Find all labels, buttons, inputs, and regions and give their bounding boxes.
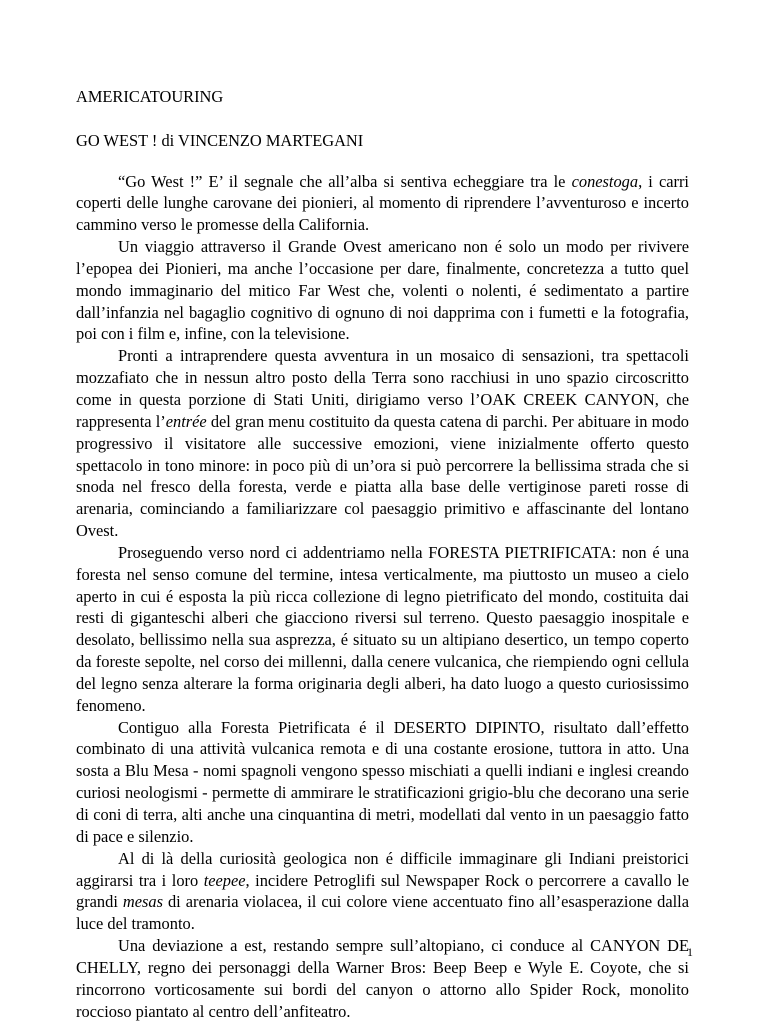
text-run: Pronti a intraprendere questa avventura in un mosaico di sensazioni, tra spettacoli mozzafiato che in nessun altro posto della Terra sono racchiusi in uno spazio circoscritto come in questa porzione di Stati Uniti, dirigiamo verso l’OAK CREEK CANYON, che rappresenta l’ — [76, 346, 689, 431]
body-paragraph — [76, 848, 689, 935]
document-page — [76, 86, 689, 1022]
body-paragraph — [76, 717, 689, 848]
body-paragraph — [76, 935, 689, 1022]
text-run: Una deviazione a est, restando sempre sull’altopiano, ci conduce al CANYON DE CHELLY, regno dei personaggi della Warner Bros: Beep Beep e Wyle E. Coyote, che si rincorrono vorticosamente sui bordi del canyon o attorno allo Spider Rock, monolito roccioso piantato al centro dell’anfiteatro. — [76, 936, 689, 1021]
body-paragraph — [76, 542, 689, 717]
section-heading: AMERICATOURING — [76, 87, 224, 106]
body-paragraph — [76, 345, 689, 542]
text-run: Un viaggio attraverso il Grande Ovest americano non é solo un modo per rivivere l’epopea dei Pionieri, ma anche l’occasione per dare, finalmente, concretezza a tutto quel mondo immaginario del mitico Far West che, volenti o nolenti, é sedimentato a partire dall’infanzia nel bagaglio cognitivo di ognuno di noi dapprima con i fumetti e la fotografia, poi con i film e, infine, con la televisione. — [76, 237, 689, 344]
page-number: 1 — [687, 945, 693, 959]
italic-term: teepee — [203, 870, 246, 890]
text-run: , incidere Petroglifi sul Newspaper Rock o percorrere a cavallo le grandi — [76, 870, 689, 912]
body-paragraph — [76, 236, 689, 345]
italic-term: entrée — [165, 411, 207, 431]
text-run: Proseguendo verso nord ci addentriamo nella FORESTA PIETRIFICATA: non é una foresta nel senso comune del termine, intesa verticalmente, ma piuttosto un museo a cielo aperto in cui é esposta la più ricca collezione di legno pietrificato del mondo, costituita dai resti di giganteschi alberi che giacciono riversi sul terreno. Questo paesaggio inospitale e desolato, bellissimo nella sua asprezza, é situato su un altipiano desertico, un tempo coperto da foreste sepolte, nel corso dei millenni, dalla cenere vulcanica, che riempiendo ogni cellula del legno senza alterare la forma originaria degli alberi, ha dato luogo a questo curiosissimo fenomeno. — [76, 542, 689, 715]
italic-term: mesas — [122, 892, 163, 912]
body-paragraph — [76, 171, 689, 237]
text-run: Contiguo alla Foresta Pietrificata é il DESERTO DIPINTO, risultato dall’effetto combinato di una attività vulcanica remota e di una costante erosione, tuttora in atto. Una sosta a Blu Mesa - nomi spagnoli vengono spesso mischiati a quelli indiani e inglesi creando curiosi neologismi - permette di ammirare le stratificazioni grigio-blu che decorano una serie di coni di terra, alti anche una cinquantina di metri, modellati dal vento in un paesaggio fatto di pace e silenzio. — [76, 717, 689, 846]
italic-term: conestoga — [571, 171, 639, 191]
text-run: del gran menu costituito da questa catena di parchi. Per abituare in modo progressivo il visitatore alle successive emozioni, viene inizialmente offerto questo spettacolo in tono minore: in poco più di un’ora si può percorrere la bellissima strada che si snoda nel fresco della foresta, verde e piatta alla base delle vertiginose pareti rosse di arenaria, cominciando a familiarizzare col paesaggio primitivo e affascinante del lontano Ovest. — [76, 411, 689, 541]
text-run: Al di là della curiosità geologica non é difficile immaginare gli Indiani preistorici aggirarsi tra i loro — [76, 848, 689, 890]
text-run: di arenaria violacea, il cui colore viene accentuato fino all’esasperazione dalla luce del tramonto. — [76, 892, 689, 934]
text-run: , i carri coperti delle lunghe carovane dei pionieri, al momento di riprendere l’avventuroso e incerto cammino verso le promesse della California. — [76, 171, 689, 235]
article-body — [76, 171, 689, 1022]
text-run: “Go West !” E’ il segnale che all’alba si sentiva echeggiare tra le — [118, 171, 572, 191]
article-title: GO WEST ! di VINCENZO MARTEGANI — [76, 130, 364, 150]
